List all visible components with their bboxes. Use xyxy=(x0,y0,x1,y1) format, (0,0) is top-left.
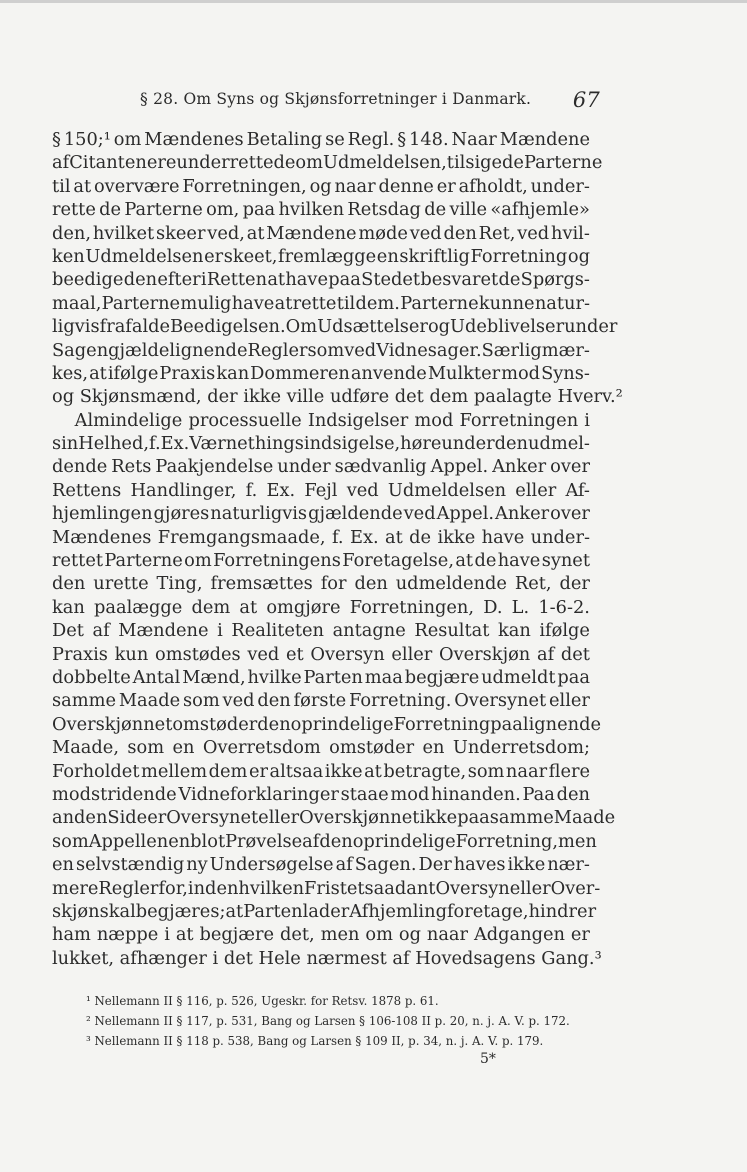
text-line: dobbelte Antal Mænd, hvilke Parten maa begjære udmeldt paa xyxy=(52,666,590,688)
footnote: ² Nellemann II § 117, p. 531, Bang og Larsen § 106-108 II p. 20, n. j. A. V. p. 172. xyxy=(86,1014,570,1028)
scan-edge xyxy=(0,0,747,3)
text-line: maal, Parterne mulig have at rette til dem. Parterne kunne natur- xyxy=(52,292,590,314)
text-line: kes, at ifølge Praxis kan Dommeren anvende Mulkter mod Syns- xyxy=(52,362,590,384)
text-line: af Citanten ere underrettede om Udmeldelsen, tilsige de Parterne xyxy=(52,152,603,174)
text-line: den urette Ting, fremsættes for den udmeldende Ret, der xyxy=(52,573,590,595)
footnote: ¹ Nellemann II § 116, p. 526, Ugeskr. for Retsv. 1878 p. 61. xyxy=(86,994,439,1008)
text-line: dende Rets Paakjendelse under sædvanlig Appel. Anker over xyxy=(52,456,590,478)
text-line: Overskjønnet omstøder den oprindelige Forretning paa lignende xyxy=(52,713,601,735)
text-line: Forholdet mellem dem er altsaa ikke at betragte, som naar flere xyxy=(52,760,590,782)
footnote: ³ Nellemann II § 118 p. 538, Bang og Larsen § 109 II, p. 34, n. j. A. V. p. 179. xyxy=(86,1034,544,1048)
footnotes xyxy=(86,991,596,1051)
text-line: lukket, afhænger i det Hele nærmest af Hovedsagens Gang.³ xyxy=(52,947,602,969)
text-line: kan paalægge dem at omgjøre Forretningen, D. L. 1-6-2. xyxy=(52,596,590,618)
text-line: ham næppe i at begjære det, men om og naar Adgangen er xyxy=(52,924,590,946)
text-line: den, hvilket skeer ved, at Mændene møde ved den Ret, ved hvil- xyxy=(52,222,590,244)
text-line: Praxis kun omstødes ved et Oversyn eller Overskjøn af det xyxy=(52,643,590,665)
text-line: § 150;¹ om Mændenes Betaling se Regl. § 148. Naar Mændene xyxy=(52,129,590,150)
page-number: 67 xyxy=(572,88,600,112)
text-line: hjemlingen gjøres naturligvis gjældende ved Appel. Anker over xyxy=(52,503,590,525)
text-line: til at overvære Forretningen, og naar denne er afholdt, under- xyxy=(52,175,590,197)
text-line: skjøn skal begjæres; at Parten lader Afhjemling foretage, hindrer xyxy=(52,900,597,922)
text-line: ken Udmeldelsen er skeet, fremlægge en skriftlig Forretning og xyxy=(52,245,590,267)
text-line: Sagen gjælde lignende Regler som ved Vidnesager. Særlig mær- xyxy=(52,339,590,361)
text-line: og Skjønsmænd, der ikke ville udføre det dem paalagte Hverv.² xyxy=(52,386,623,408)
text-line: Mændenes Fremgangsmaade, f. Ex. at de ikke have under- xyxy=(52,526,590,548)
text-line: Maade, som en Overretsdom omstøder en Underretsdom; xyxy=(52,737,590,759)
text-line: en selvstændig ny Undersøgelse af Sagen. Der haves ikke nær- xyxy=(52,854,590,876)
text-line: som Appellen en blot Prøvelse af den oprindelige Forretning, men xyxy=(52,830,597,852)
text-line: mere Regler for, inden hvilken Frist et saadant Oversyn eller Over- xyxy=(52,877,601,899)
running-title: § 28. Om Syns og Skjønsforretninger i Danmark. xyxy=(140,90,532,108)
text-line: beedige den efter i Retten at have paa Stedet besvaret de Spørgs- xyxy=(52,269,590,291)
text-line: Almindelige processuelle Indsigelser mod Forretningen i xyxy=(52,409,590,431)
text-line: ligvis frafalde Beedigelsen. Om Udsættelser og Udeblivelser under xyxy=(52,316,618,338)
signature-mark: 5* xyxy=(480,1051,496,1067)
running-header xyxy=(140,88,600,112)
text-line: sin Helhed, f. Ex. Værnethingsindsigelse, høre under den udmel- xyxy=(52,433,590,455)
text-line: samme Maade som ved den første Forretning. Oversynet eller xyxy=(52,690,590,712)
text-line: rettet Parterne om Forretningens Foretagelse, at de have synet xyxy=(52,550,590,572)
text-line: Det af Mændene i Realiteten antagne Resultat kan ifølge xyxy=(52,620,590,642)
text-line: modstridende Vidneforklaringer staae mod hinanden. Paa den xyxy=(52,783,590,805)
text-line: Rettens Handlinger, f. Ex. Fejl ved Udmeldelsen eller Af- xyxy=(52,479,590,501)
text-line: rette de Parterne om, paa hvilken Retsdag de ville «afhjemle» xyxy=(52,199,590,221)
body-text xyxy=(52,128,623,970)
text-line: anden Side er Oversynet eller Overskjønnet ikke paa samme Maade xyxy=(52,807,616,829)
